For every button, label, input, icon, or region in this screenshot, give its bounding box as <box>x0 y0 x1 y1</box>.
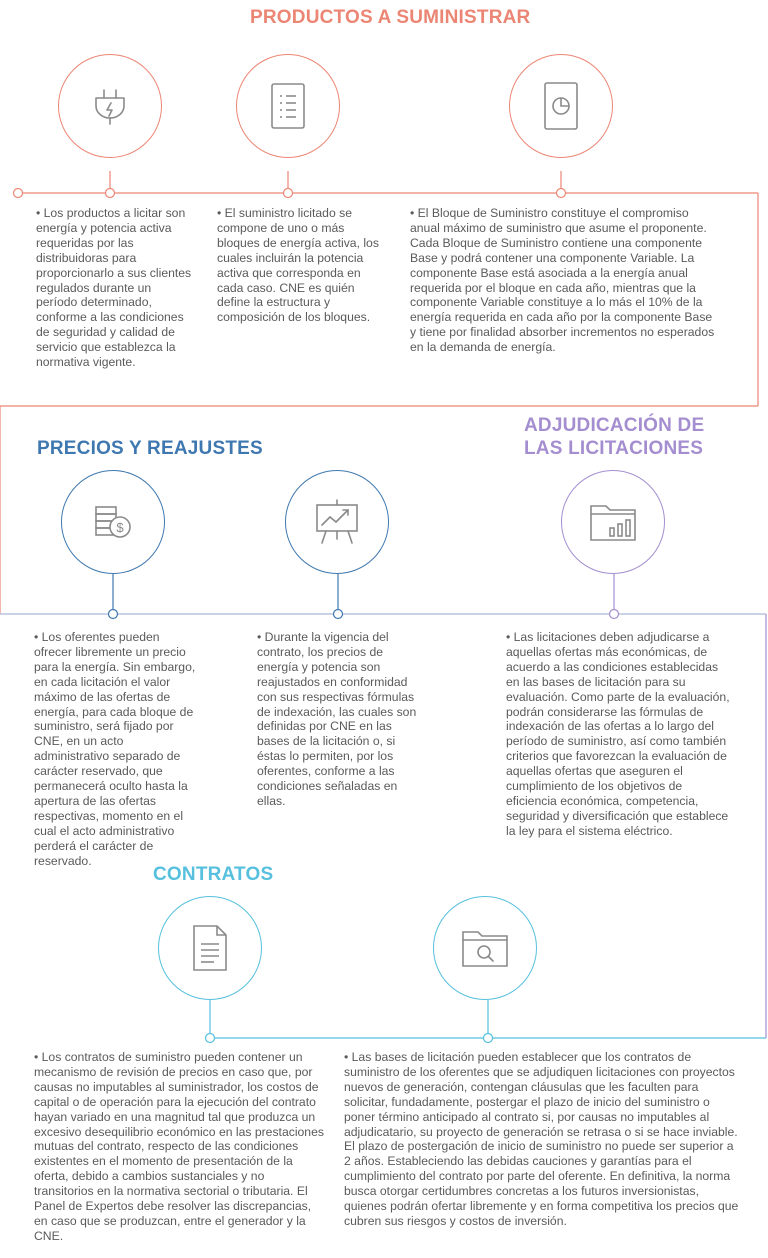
pie-chart-document-icon <box>541 81 581 131</box>
precios-circle-1 <box>61 470 165 574</box>
precios-circle-2 <box>285 470 389 574</box>
document-icon <box>190 924 230 972</box>
productos-text-1: • Los productos a licitar son energía y potencia activa requeridas por las distribuidoras para proporcionarlo a sus clientes regulados durante un período determinado, conforme a las condiciones de seguridad y calidad de servicio que establezca la normativa vigente. <box>36 206 192 370</box>
precios-text-1: • Los oferentes pueden ofrecer libremente un precio para la energía. Sin embargo, en cada licitación el valor máximo de las ofertas de energía, para cada bloque de suministro, será fijado por CNE, en un acto administrativo separado de carácter reservado, que permanecerá oculto hasta la apertura de las ofertas respectivas, momento en el cual el acto administrativo perderá el carácter de reservado. <box>34 630 196 868</box>
trend-board-icon <box>312 497 362 547</box>
section-title-precios: PRECIOS Y REAJUSTES <box>37 438 263 459</box>
section-title-productos: PRODUCTOS A SUMINISTRAR <box>250 7 531 28</box>
money-stack-icon <box>90 499 136 545</box>
adjudicacion-text-1: • Las licitaciones deben adjudicarse a aquellas ofertas más económicas, de acuerdo a las condiciones establecidas en las bases de licitación para su evaluación. Como parte de la evaluación, podrán considerarse las fórmulas de indexación de las ofertas a lo largo del período de suministro, así como también criterios que favorezcan la evaluación de aquellas ofertas que aseguren el cumplimiento de los objetivos de eficiencia económica, competencia, seguridad y diversificación que establece la ley para el sistema eléctrico. <box>506 630 730 838</box>
document-list-icon <box>268 82 308 130</box>
section-title-adjudicacion-line2: LAS LICITACIONES <box>524 438 704 459</box>
contratos-text-1: • Los contratos de suministro pueden contener un mecanismo de revisión de precios en caso que, por causas no imputables al suministrador, los costos de capital o de operación para la ejecución del contrato hayan variado en una magnitud tal que produzca un excesivo desequilibrio económico en las prestaciones mutuas del contrato, respecto de las condiciones existentes en el momento de presentación de la oferta, debido a cambios sustanciales y no transitorios en la normativa sectorial o tributaria. El Panel de Expertos debe resolver las discrepancias, en caso que se produzcan, entre el generador y la CNE. <box>34 1050 324 1243</box>
productos-text-3: • El Bloque de Suministro constituye el compromiso anual máximo de suministro que asume el proponente. Cada Bloque de Suministro contiene una componente Base y podrá contener una componente Variable. La componente Base está asociada a la energía anual requerida por el bloque en cada año, mientras que la componente Variable constituye a lo más el 10% de la energía requerida en cada año por la componente Base y tiene por finalidad absorber incrementos no esperados en la demanda de energía. <box>410 206 715 355</box>
productos-circle-3 <box>509 54 613 158</box>
section-title-adjudicacion-line1: ADJUDICACIÓN DE <box>524 415 705 436</box>
section-title-contratos: CONTRATOS <box>153 864 274 885</box>
adjudicacion-circle <box>561 470 665 574</box>
folder-chart-icon <box>588 500 638 544</box>
contratos-circle-1 <box>158 896 262 1000</box>
productos-circle-1 <box>58 54 162 158</box>
productos-circle-2 <box>236 54 340 158</box>
productos-text-2: • El suministro licitado se compone de uno o más bloques de energía activa, los cuales incluirán la potencia activa que corresponda en cada caso. CNE es quién define la estructura y composición de los bloques. <box>217 206 379 325</box>
folder-search-icon <box>460 926 510 970</box>
precios-text-2: • Durante la vigencia del contrato, los precios de energía y potencia son reajustados en conformidad con sus respectivas fórmulas de indexación, las cuales son definidas por CNE en las bases de la licitación o, si éstas lo permiten, por los oferentes, conforme a las condiciones señaladas en ellas. <box>257 630 417 808</box>
contratos-circle-2 <box>433 896 537 1000</box>
contratos-text-2: • Las bases de licitación pueden establecer que los contratos de suministro de los oferentes que se adjudiquen licitaciones con proyectos nuevos de generación, contengan cláusulas que les faculten para solicitar, fundadamente, postergar el plazo de inicio del suministro o poner término anticipado al contrato si, por causas no imputables al adjudicatario, su proyecto de generación se retrasa o si se hace inviable. El plazo de postergación de inicio de suministro no puede ser superior a 2 años. Estableciendo las debidas cauciones y garantías para el cumplimiento del contrato por parte del oferente. En definitiva, la norma busca otorgar certidumbres concretas a los futuros inversionistas, quienes podrán ofertar libremente y en forma competitiva los precios que cubren sus riesgos y costos de inversión. <box>344 1050 739 1228</box>
plug-icon <box>88 84 132 128</box>
svg-text:$: $ <box>116 520 124 535</box>
